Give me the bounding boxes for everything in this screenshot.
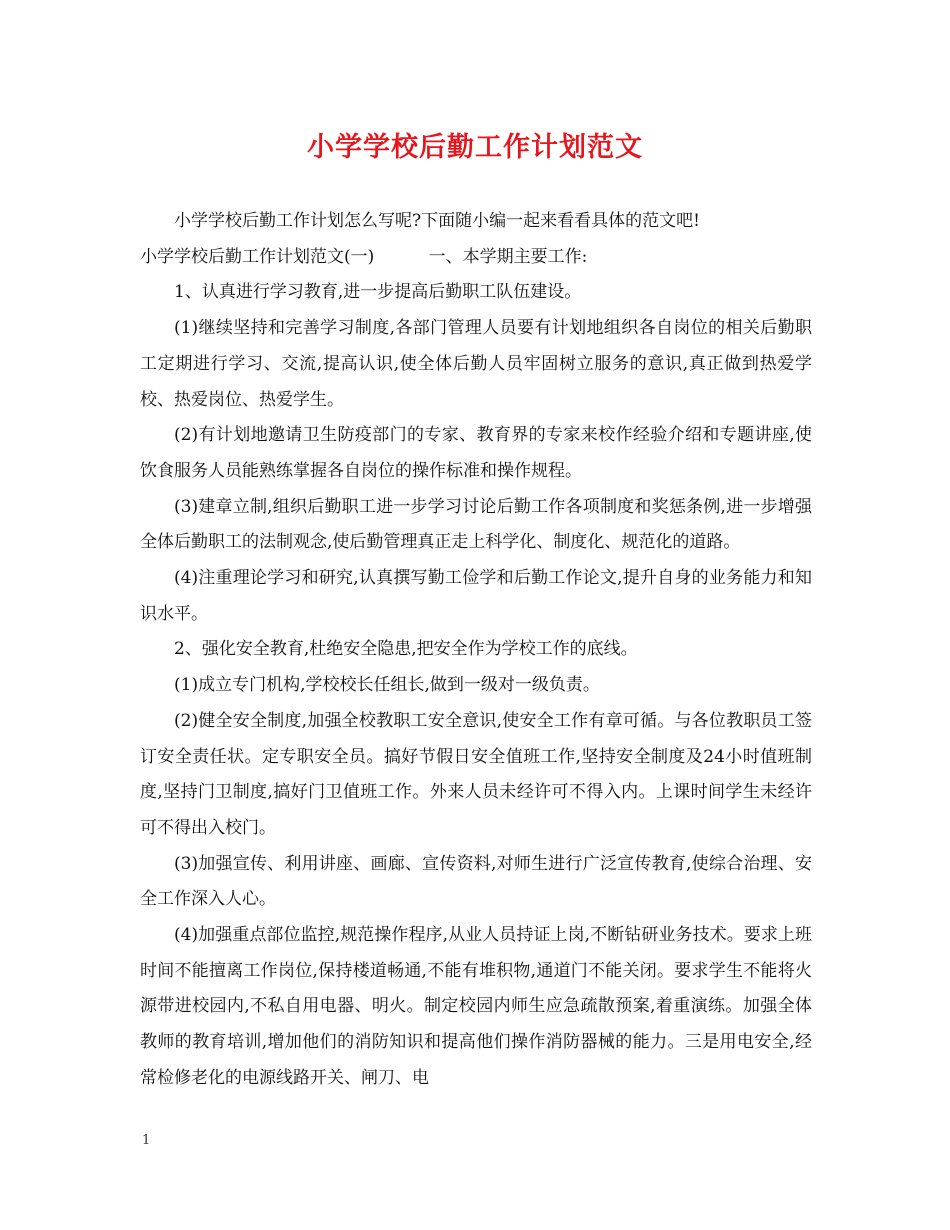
paragraph-2-3: (3)加强宣传、利用讲座、画廊、宣传资料,对师生进行广泛宣传教育,使综合治理、安全工作深入人心。: [140, 853, 812, 910]
paragraph-1-4: (4)注重理论学习和研究,认真撰写勤工俭学和后勤工作论文,提升自身的业务能力和知识水平。: [140, 568, 812, 624]
paragraph-2: 2、强化安全教育,杜绝安全隐患,把安全作为学校工作的底线。: [174, 639, 638, 660]
paragraph-2-1: (1)成立专门机构,学校校长任组长,做到一级对一级负责。: [174, 675, 600, 696]
intro-paragraph: 小学学校后勤工作计划怎么写呢?下面随小编一起来看看具体的范文吧!: [174, 211, 700, 231]
section-heading-right: 一、本学期主要工作:: [428, 246, 588, 267]
document-body: [140, 204, 812, 1097]
paragraph-1: 1、认真进行学习教育,进一步提高后勤职工队伍建设。: [174, 282, 582, 303]
page-number: 1: [142, 1133, 151, 1148]
paragraph-2-4: (4)加强重点部位监控,规范操作程序,从业人员持证上岗,不断钻研业务技术。要求上班时间不能擅离工作岗位,保持楼道畅通,不能有堆积物,通道门不能关闭。要求学生不能将火源带进校园内,不私自用电器、明火。制定校园内师生应急疏散预案,着重演练。加强全体教师的教育培训,增加他们的消防知识和提高他们操作消防器械的能力。三是用电安全,经常检修老化的电源线路开关、闸刀、电: [140, 925, 812, 1088]
section-heading-left: 小学学校后勤工作计划范文(一): [140, 246, 375, 267]
paragraph-1-3: (3)建章立制,组织后勤职工进一步学习讨论后勤工作各项制度和奖惩条例,进一步增强全体后勤职工的法制观念,使后勤管理真正走上科学化、制度化、规范化的道路。: [140, 496, 812, 553]
paragraph-1-2: (2)有计划地邀请卫生防疫部门的专家、教育界的专家来校作经验介绍和专题讲座,使饮食服务人员能熟练掌握各自岗位的操作标准和操作规程。: [140, 425, 812, 481]
section-heading: [140, 240, 812, 276]
document-title: 小学学校后勤工作计划范文: [307, 132, 643, 163]
paragraph-1-1: (1)继续坚持和完善学习制度,各部门管理人员要有计划地组织各自岗位的相关后勤职工定期进行学习、交流,提高认识,使全体后勤人员牢固树立服务的意识,真正做到热爱学校、热爱岗位、热爱学生。: [140, 318, 812, 410]
paragraph-2-2: (2)健全安全制度,加强全校教职工安全意识,使安全工作有章可循。与各位教职员工签订安全责任状。定专职安全员。搞好节假日安全值班工作,坚持安全制度及24小时值班制度,坚持门卫制度,搞好门卫值班工作。外来人员未经许可不得入内。上课时间学生未经许可不得出入校门。: [140, 710, 812, 838]
